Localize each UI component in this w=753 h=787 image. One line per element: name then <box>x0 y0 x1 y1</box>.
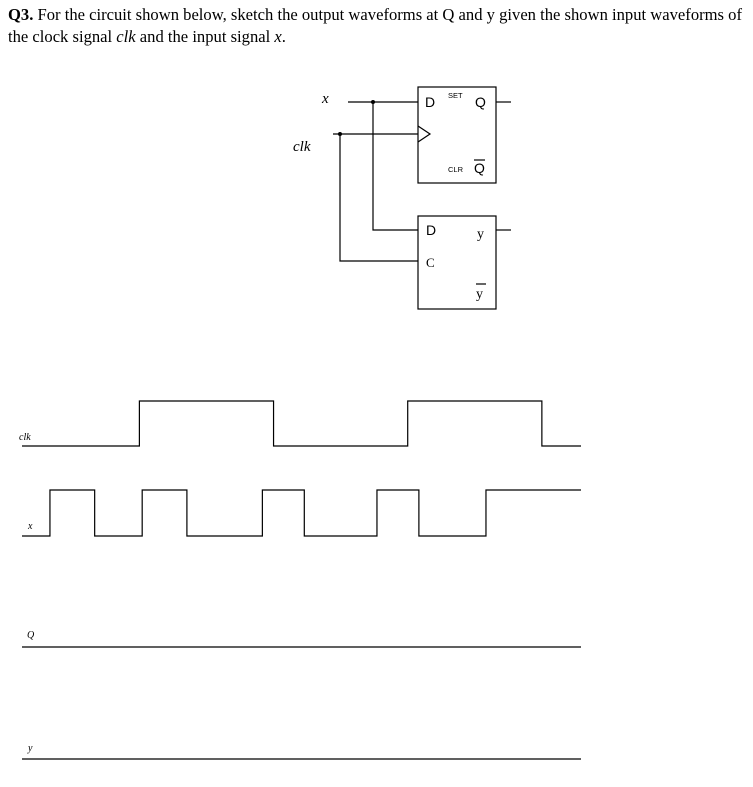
clk-junction-dot <box>338 132 342 136</box>
circuit-x-label: x <box>322 91 329 107</box>
latch-c-label: C <box>426 255 435 270</box>
clock-triangle <box>418 126 430 142</box>
clk-waveform-label: clk <box>19 432 31 443</box>
question-text-part-1: For the circuit shown below, sketch the output waveforms at Q and y given the shown input waveforms of the clock signal <box>8 5 742 46</box>
latch-ybar-label: y <box>476 287 483 302</box>
question-text-part-2: and the input signal <box>135 27 275 46</box>
question-text-part-3: . <box>281 27 286 46</box>
clk-waveform <box>22 401 581 446</box>
ff-d-label: D <box>425 94 436 110</box>
clk-branch-wire <box>340 134 418 261</box>
ff-set-label: SET <box>448 91 463 100</box>
latch-y-label: y <box>477 227 484 242</box>
question-x-word: x <box>274 27 282 46</box>
question-number: Q3. <box>8 5 34 24</box>
ff-qbar-label: Q <box>474 160 485 176</box>
circuit-diagram <box>333 87 511 309</box>
ff-q-label: Q <box>475 94 486 110</box>
question-clk-word: clk <box>116 27 136 46</box>
x-junction-dot <box>371 100 375 104</box>
x-branch-wire <box>373 102 418 230</box>
q-waveform-label: Q <box>27 630 35 641</box>
circuit-clk-label: clk <box>293 139 311 155</box>
latch-d-label: D <box>426 222 437 238</box>
x-waveform <box>22 490 581 536</box>
x-waveform-label: x <box>28 521 33 532</box>
y-waveform-label: y <box>28 743 33 754</box>
ff-clr-label: CLR <box>448 165 464 174</box>
